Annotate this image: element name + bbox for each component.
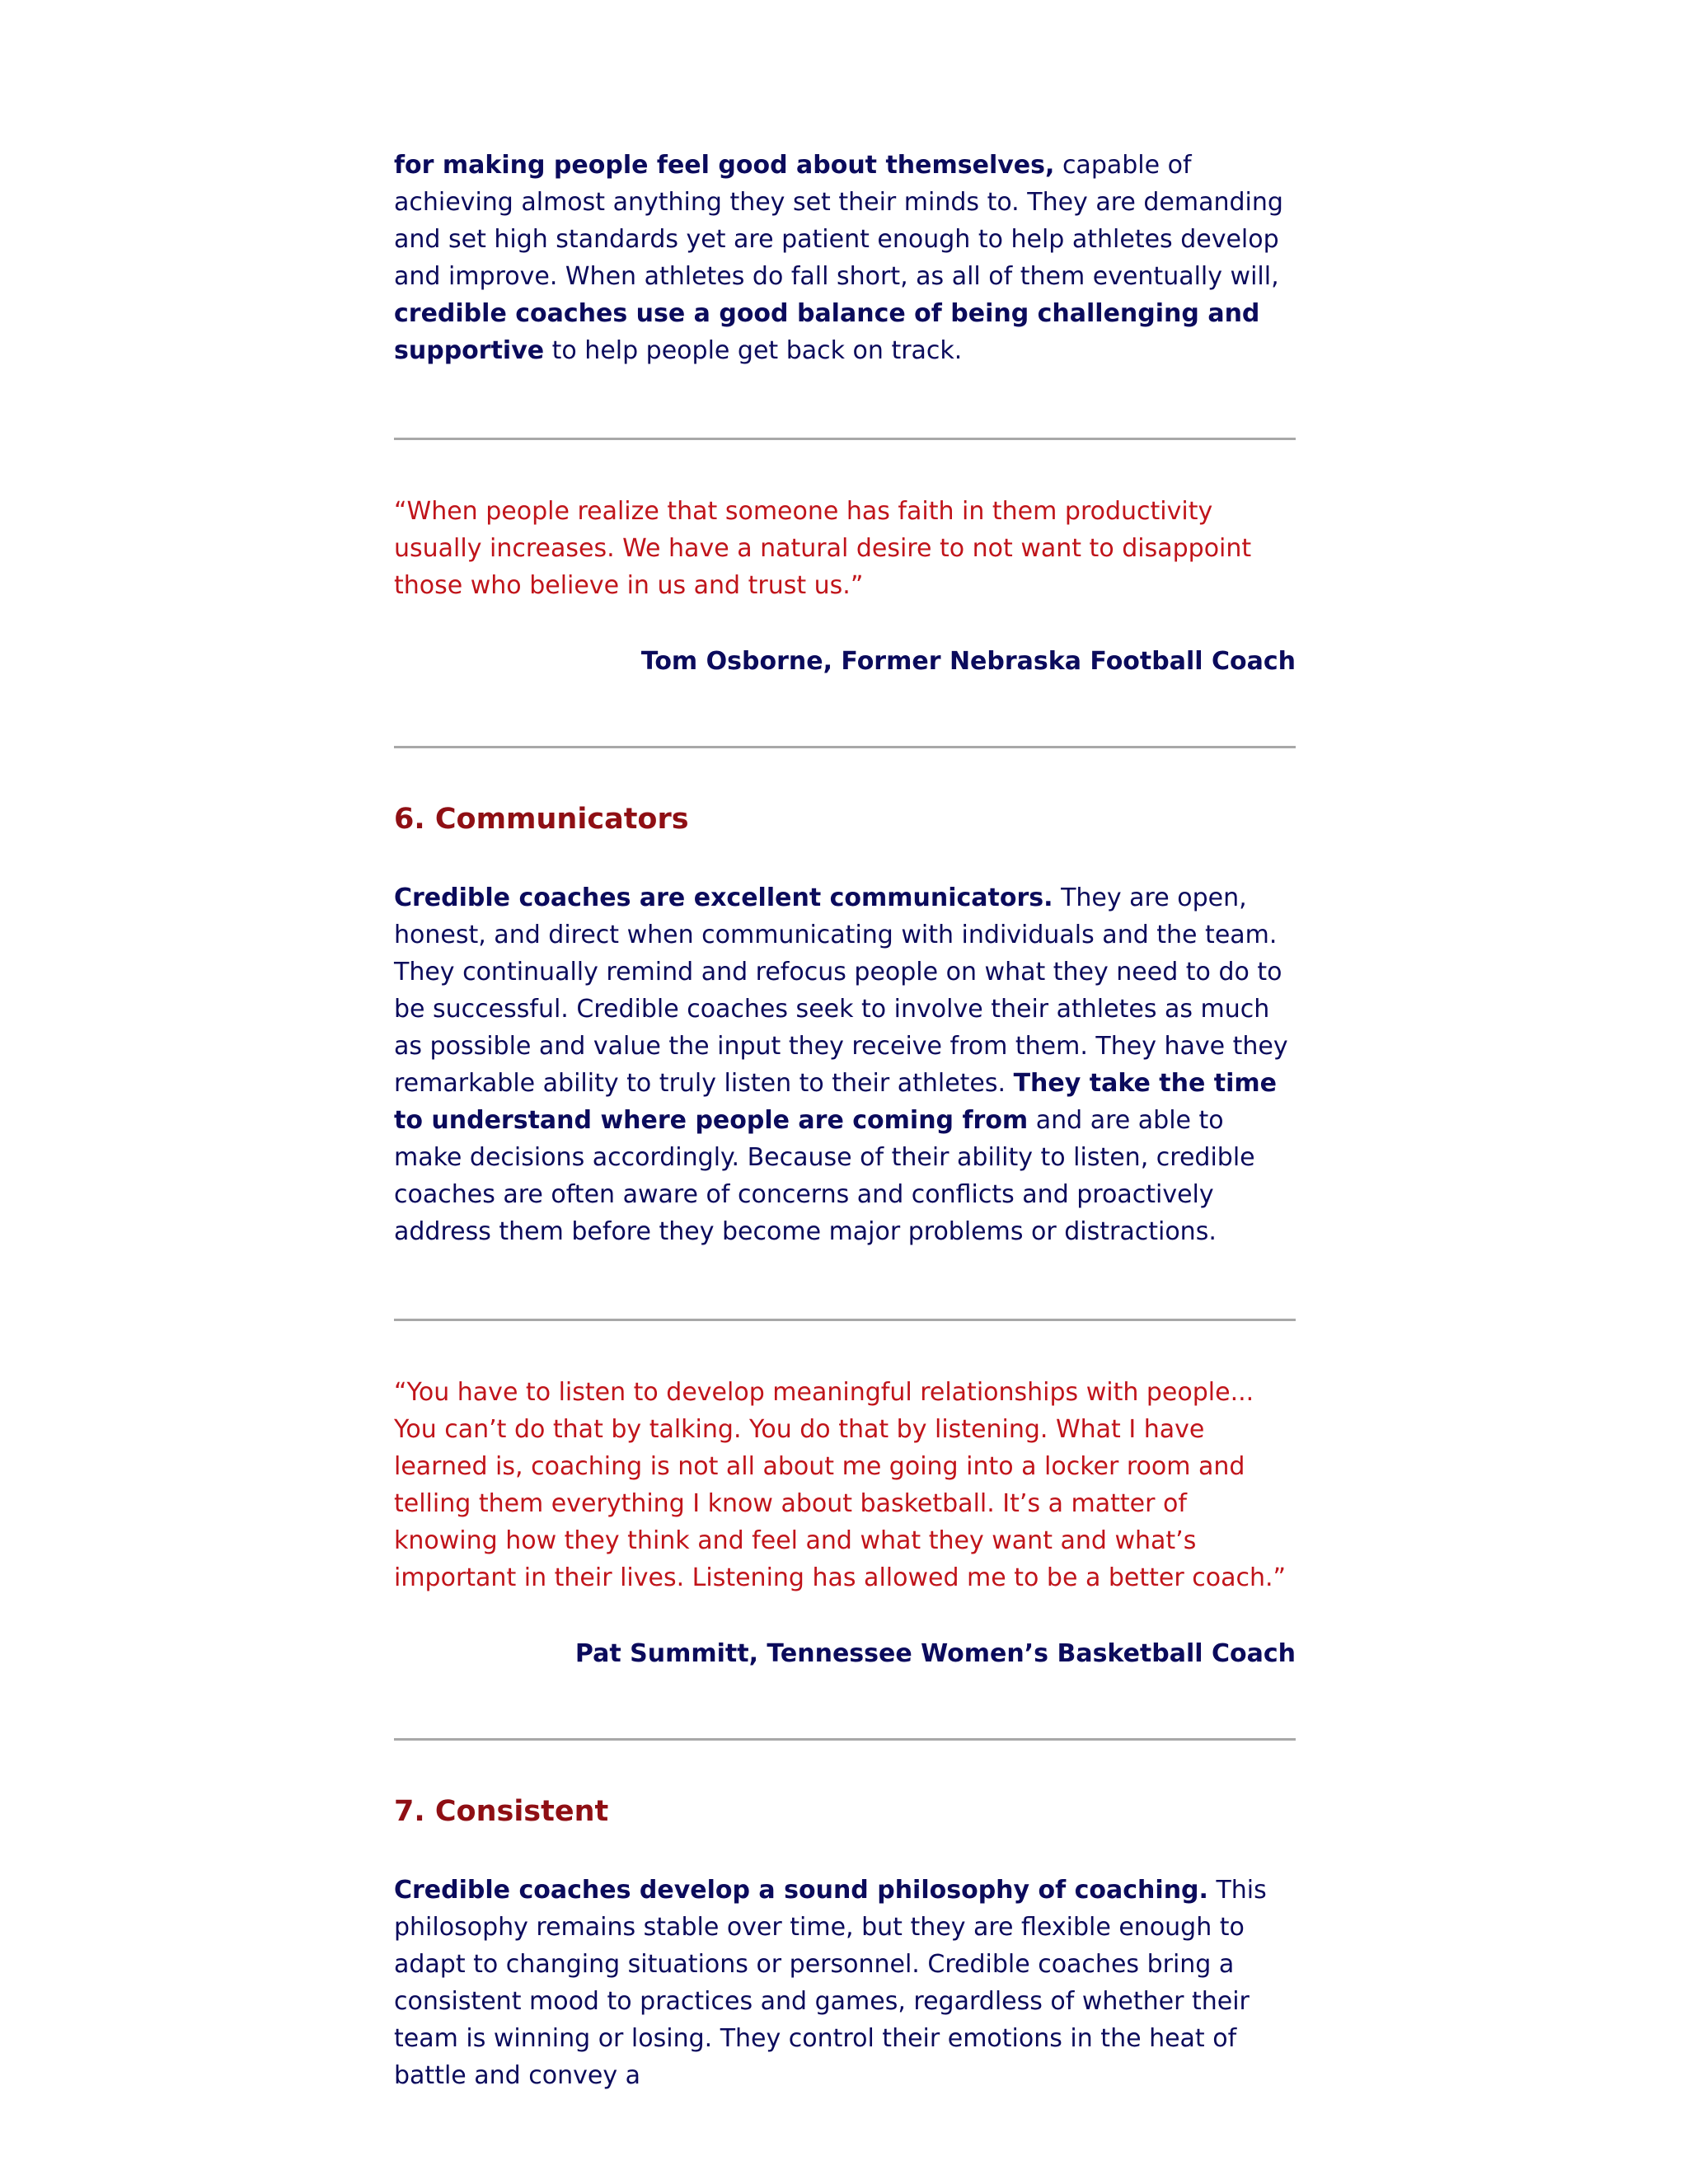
quote-osborne-attribution: Tom Osborne, Former Nebraska Football Coach [640, 647, 1296, 676]
communicators-paragraph [394, 879, 1296, 1250]
consistent-bold-1: Credible coaches develop a sound philosophy of coaching. [394, 1876, 1208, 1905]
intro-text-1: capable of achieving almost anything they set their minds to. They are demanding and set high standards yet are patient enough to help athletes develop and improve. When athletes do fall short, as all of them eventually will, [394, 151, 1283, 291]
intro-bold-2: credible coaches use a good balance of being challenging and supportive [394, 299, 1260, 365]
quote-summitt: “You have to listen to develop meaningful relationships with people... You can’t do that by talking. You do that by listening. What I have learned is, coaching is not all about me going into a locker room and telling them everything I know about basketball. It’s a matter of knowing how they think and feel and what they want and what’s important in their lives. Listening has allowed me to be a better coach.” [394, 1378, 1287, 1592]
divider [394, 1319, 1296, 1321]
consistent-text-1: This philosophy remains stable over time, but they are flexible enough to adapt to changing situations or personnel. Credible coaches bring a consistent mood to practices and games, regardless of whether their team is winning or losing. They control their emotions in the heat of battle and convey a [394, 1876, 1267, 2090]
divider [394, 746, 1296, 748]
divider [394, 1738, 1296, 1741]
communicators-text-1: They are open, honest, and direct when communicating with individuals and the team. They continually remind and refocus people on what they need to do to be successful. Credible coaches seek to involve their athletes as much as possible and value the input they receive from them. They have they remarkable ability to truly listen to their athletes. [394, 883, 1288, 1098]
intro-text-2: to help people get back on track. [544, 336, 963, 365]
section-heading-consistent: 7. Consistent [394, 1795, 609, 1828]
communicators-bold-1: Credible coaches are excellent communicators. [394, 883, 1053, 912]
consistent-paragraph [394, 1872, 1296, 2094]
divider [394, 438, 1296, 440]
quote-osborne: “When people realize that someone has faith in them productivity usually increases. We have a natural desire to not want to disappoint those who believe in us and trust us.” [394, 497, 1252, 600]
communicators-text-2: and are able to make decisions accordingly. Because of their ability to listen, credible coaches are often aware of concerns and conflicts and proactively address them before they become major problems or distractions. [394, 1106, 1255, 1246]
quote-summitt-attribution: Pat Summitt, Tennessee Women’s Basketball Coach [574, 1639, 1296, 1668]
intro-paragraph [394, 147, 1296, 369]
article-body [394, 147, 1296, 2094]
section-heading-communicators: 6. Communicators [394, 803, 689, 836]
communicators-bold-2: They take the time to understand where people are coming from [394, 1069, 1278, 1135]
intro-bold-1: for making people feel good about themselves, [394, 151, 1055, 180]
